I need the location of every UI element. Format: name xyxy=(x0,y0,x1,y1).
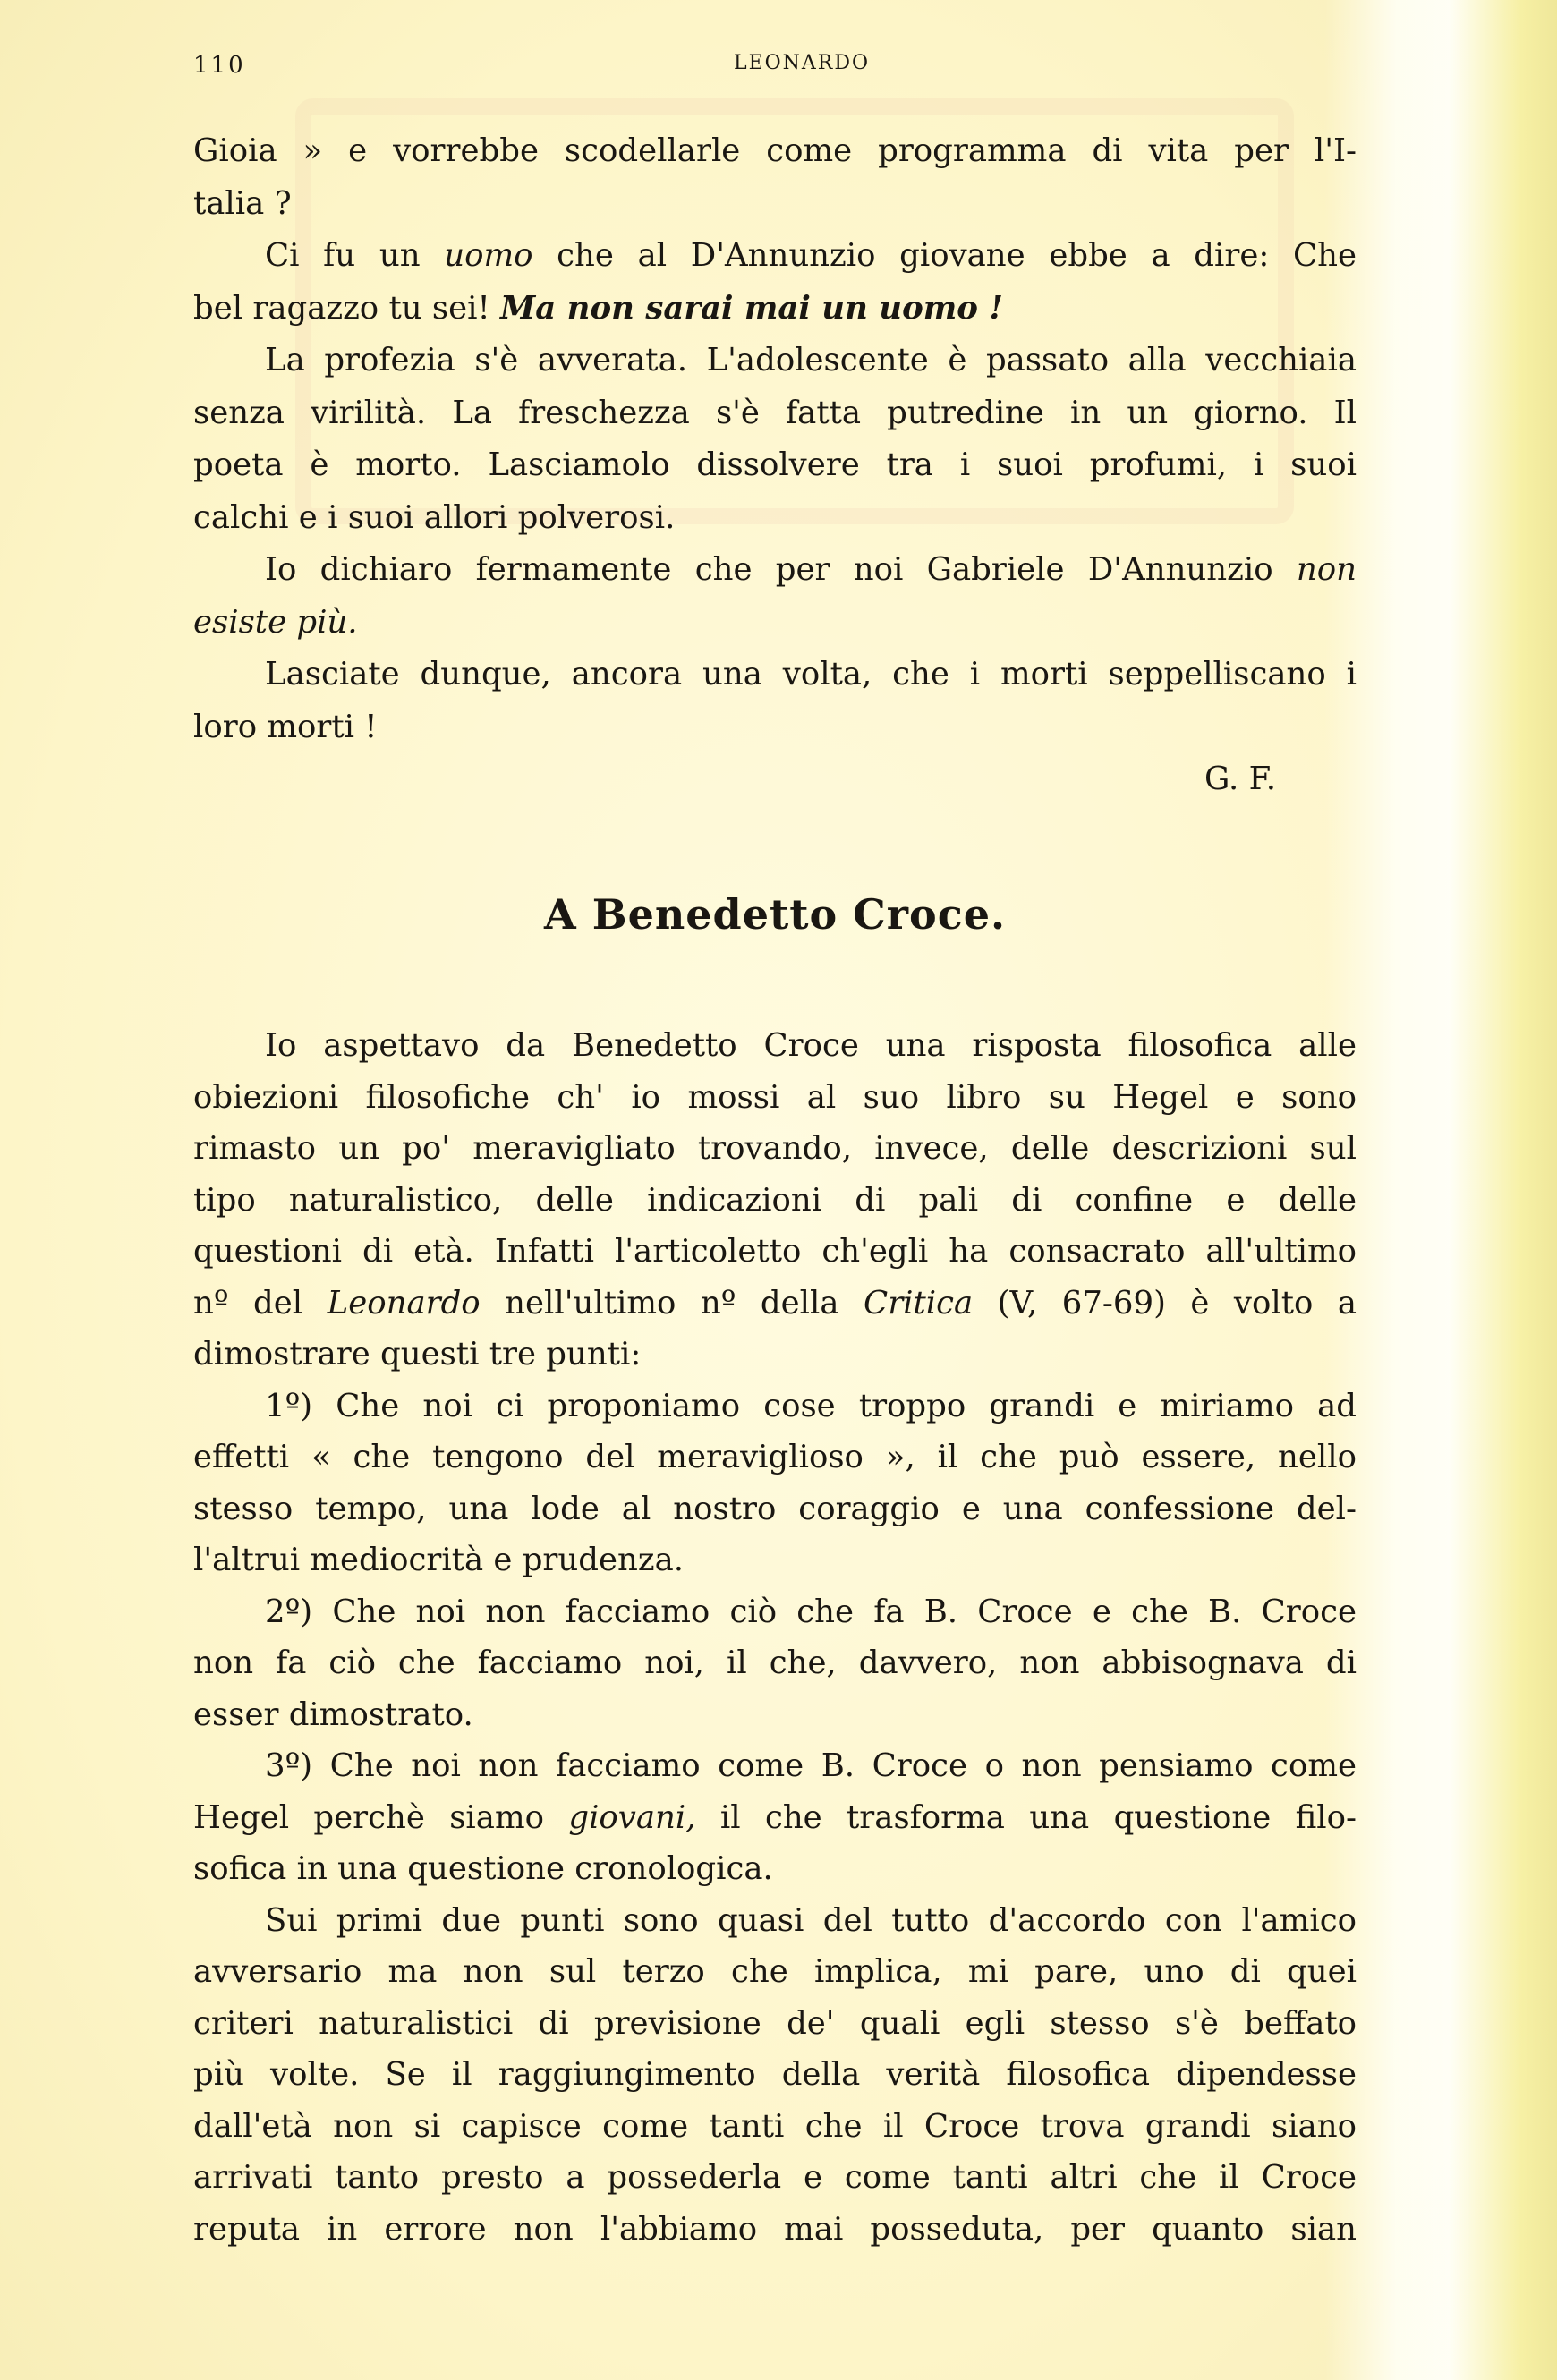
emphasis: non xyxy=(1296,551,1357,588)
text-span: bel ragazzo tu sei! xyxy=(193,289,501,327)
text-line: tipo naturalistico, delle indicazioni di pali di confine e delle xyxy=(193,1181,1357,1219)
text-line xyxy=(193,1792,1357,1844)
text-line: loro morti ! xyxy=(193,708,378,745)
text-line: criteri naturalistici di previsione de' quali egli stesso s'è beffato xyxy=(193,2004,1357,2042)
text-line: reputa in errore non l'abbiamo mai posseduta, per quanto sian xyxy=(193,2210,1357,2248)
running-title: LEONARDO xyxy=(733,52,871,74)
text-line: arrivati tanto presto a possederla e come tanti altri che il Croce xyxy=(193,2159,1357,2196)
emphasis-quote: Ma non sarai mai un uomo ! xyxy=(500,289,1003,327)
text-line: 1º) Che noi ci proponiamo cose troppo grandi e miriamo ad xyxy=(265,1387,1357,1424)
text-span: il che trasforma una questione filo- xyxy=(695,1798,1357,1836)
text-line: senza virilità. La freschezza s'è fatta putredine in un giorno. Il xyxy=(193,394,1357,431)
emphasis: Leonardo xyxy=(327,1284,481,1322)
text-line xyxy=(193,230,1357,283)
text-line: calchi e i suoi allori polverosi. xyxy=(193,498,676,536)
text-line: Sui primi due punti sono quasi del tutto d'accordo con l'amico xyxy=(265,1901,1357,1939)
text-span: nell'ultimo nº della xyxy=(480,1284,864,1322)
text-line xyxy=(193,283,1357,336)
text-line: rimasto un po' meravigliato trovando, invece, delle descrizioni sul xyxy=(193,1130,1357,1167)
text-span: Io dichiaro fermamente che per noi Gabriele D'Annunzio xyxy=(265,551,1297,588)
text-line: più volte. Se il raggiungimento della verità filosofica dipendesse xyxy=(193,2056,1357,2093)
text-line: Gioia » e vorrebbe scodellarle come programma di vita per l'I- xyxy=(193,132,1357,169)
text-line: poeta è morto. Lasciamolo dissolvere tra i suoi profumi, i suoi xyxy=(193,446,1357,483)
text-line: avversario ma non sul terzo che implica, mi pare, uno di quei xyxy=(193,1953,1357,1990)
section-title: A Benedetto Croce. xyxy=(543,890,1006,939)
section-croce-text xyxy=(193,1020,1357,2255)
emphasis: esiste più. xyxy=(193,603,358,641)
text-line xyxy=(193,597,1357,650)
text-line: questioni di età. Infatti l'articoletto ch'egli ha consacrato all'ultimo xyxy=(193,1233,1357,1270)
emphasis: uomo xyxy=(444,237,533,274)
emphasis: giovani, xyxy=(568,1798,696,1836)
page-header xyxy=(193,52,1357,88)
text-line: dimostrare questi tre punti: xyxy=(193,1336,642,1373)
text-line xyxy=(193,544,1357,597)
text-line: obiezioni filosofiche ch' io mossi al suo libro su Hegel e sono xyxy=(193,1078,1357,1116)
text-line: 3º) Che noi non facciamo come B. Croce o non pensiamo come xyxy=(265,1747,1357,1784)
text-span: che al D'Annunzio giovane ebbe a dire: Che xyxy=(532,237,1357,274)
text-line xyxy=(193,1278,1357,1330)
text-line: La profezia s'è avverata. L'adolescente è passato alla vecchiaia xyxy=(265,342,1357,378)
text-span: (V, 67-69) è volto a xyxy=(973,1284,1357,1322)
text-line: talia ? xyxy=(193,184,292,222)
text-span: nº del xyxy=(193,1284,328,1322)
text-line: Io aspettavo da Benedetto Croce una risposta filosofica alle xyxy=(265,1027,1357,1064)
text-span: Hegel perchè siamo xyxy=(193,1798,569,1836)
text-line: dall'età non si capisce come tanti che il Croce trova grandi siano xyxy=(193,2107,1357,2145)
emphasis: Critica xyxy=(864,1284,974,1322)
text-span: Ci fu un xyxy=(265,237,445,274)
text-line: effetti « che tengono del meraviglioso », il che può essere, nello xyxy=(193,1439,1357,1475)
text-line: l'altrui mediocrità e prudenza. xyxy=(193,1542,685,1578)
text-line: sofica in una questione cronologica. xyxy=(193,1850,773,1887)
signature: G. F. xyxy=(1204,761,1276,797)
text-line: non fa ciò che facciamo noi, il che, davvero, non abbisognava di xyxy=(193,1645,1357,1681)
section-gf-text xyxy=(193,125,1357,806)
page-number: 110 xyxy=(193,52,246,79)
text-line: esser dimostrato. xyxy=(193,1696,473,1733)
text-line: Lasciate dunque, ancora una volta, che i morti seppelliscano i xyxy=(265,656,1357,693)
text-line: 2º) Che noi non facciamo ciò che fa B. Croce e che B. Croce xyxy=(265,1593,1357,1630)
text-line: stesso tempo, una lode al nostro coraggio e una confessione del- xyxy=(193,1490,1357,1527)
